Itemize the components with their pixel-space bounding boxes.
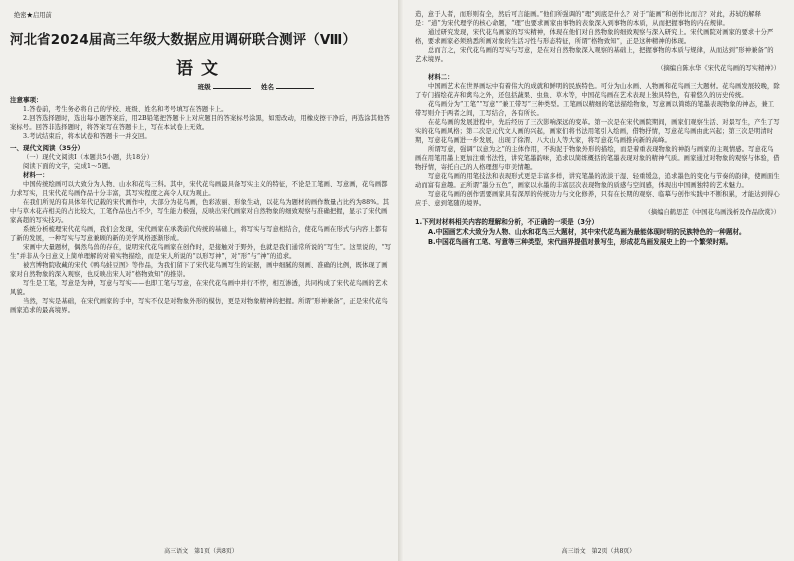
paragraph: 写意花鸟画的用笔技法和表现形式更是丰富多样，讲究笔墨的浓淡干湿、轻重缓急，追求墨色的变化与节奏的韵律，使画面生动而富有意趣。正所谓“墨分五色”，画家以水墨的丰富层次表现物象的质感与空间感，体现出中国画独特的艺术魅力。 <box>415 173 780 189</box>
subject-title: 语文 <box>176 59 226 79</box>
student-fields <box>10 82 392 91</box>
secret-label: 绝密★启用前 <box>14 12 52 19</box>
page-2 <box>403 0 794 561</box>
notice-item: 1.答卷前，考生务必将自己的学校、班级、姓名和考号填写在答题卡上。 <box>23 106 228 113</box>
paragraph: 在我们所见的有具体年代记载的宋代画作中，大部分为花鸟画，色彩浓丽、形象生动，以花鸟为题材的画作数量占比约为88%。其中与草木花卉相关的占比较大，工笔作品也占不少，写生能力极强，反映出宋代画家对自然物象的细致观察与准确把握，显示了宋代画家高超的写实技巧。 <box>10 199 390 224</box>
class-blank <box>213 82 251 89</box>
material-label: 材料一： <box>23 172 49 179</box>
paragraph: 造，意于人者，而形则有全，然后可言能画。”他们所强调的“理”到底是什么？对于“能画”和创作比而言？对此，苏轼的解释是：“道”为宋代理学的核心命题，“理”也要求画家由事物的表象深入到事物的本质，从而把握事物的内在规律。 <box>415 11 762 27</box>
notice-item: 2.回答选择题时，选出每小题答案后，用2B铅笔把答题卡上对应题目的答案标号涂黑，如需改动，用橡皮擦干净后，再选涂其他答案标号。回答非选择题时，将答案写在答题卡上，写在本试卷上无效。 <box>10 115 390 131</box>
source-citation: （摘编自鹤思芷《中国花鸟画浅析及作品欣赏》） <box>644 209 780 216</box>
question-stem: 1.下列对材料相关内容的理解和分析，不正确的一项是（3分） <box>415 218 599 226</box>
paragraph: 宋画中大量题材，偶然鸟兽的存在，说明宋代花鸟画家在创作时，是接触对于野外，也就是我们通常所说的“写生”。这里说的，“写生”并非从今日意义上简单理解的对着实物描绘，而是宋人所说的“以形写神”，对“形”与“神”的追求。 <box>10 244 392 260</box>
section-heading: 一、现代文阅读（35分） <box>10 144 85 152</box>
paragraph: 写意花鸟画的创作需要画家具有深厚的传统功力与文化修养，只有在长期的观察、临摹与创作实践中不断积累，才能达到得心应手、意到笔随的境界。 <box>415 191 780 207</box>
paragraph: 花鸟画分为“工笔”“写意”“兼工带写”三种类型。工笔画以精细的笔法描绘物象，写意画以简练的笔墨表现物象的神态，兼工带写则介于两者之间，工写结合，各有所长。 <box>415 101 775 117</box>
paragraph: 在花鸟画的发展进程中，先后经历了三次影响深远的变革。第一次是在宋代画院期间，画家们观察生活、对景写生，产生了写实的花鸟画风格；第二次是元代文人画的兴起，画家们将书法用笔引入绘画，借物抒情，写意花鸟画由此兴起；第三次是明清时期，写意花鸟画进一步发展，出现了徐渭、八大山人等大家，将写意花鸟画推向新的高峰。 <box>415 119 780 144</box>
exam-title: 河北省2024届高三年级大数据应用调研联合测评（Ⅷ） <box>10 33 357 48</box>
paragraph: 所谓写意，强调“以意为之”的主体作用，不拘泥于物象外形的描绘，而是着重表现物象的神韵与画家的主观情感。写意花鸟画在用笔用墨上更加注重书法性，讲究笔墨韵味，追求以简练概括的笔墨表现对象的精神气质。画家通过对物象的观察与体验，借物抒情，寄托自己的人格理想与审美情趣。 <box>415 146 780 171</box>
page-footer: 高三语文 第1页（共8页） <box>164 548 238 555</box>
notice-item: 3.考试结束后，将本试卷和答题卡一并交回。 <box>23 133 151 140</box>
paragraph: 当然，写实是基础，在宋代画家的手中，写实不仅是对物象外形的模仿，更是对物象精神的把握。所谓“形神兼备”，正是宋代花鸟画家追求的最高境界。 <box>10 298 388 314</box>
paragraph: 总而言之，宋代花鸟画的写实与写意，是在对自然物象深入观察的基础上，把握事物的本质与规律，从而达到“形神兼备”的艺术境界。 <box>415 47 774 63</box>
notice-heading: 注意事项： <box>10 96 43 104</box>
name-label: 姓名 <box>261 83 274 91</box>
subsection-heading: （一）现代文阅读Ⅰ（本题共5小题，共18分） <box>23 154 154 161</box>
page-footer: 高三语文 第2页（共8页） <box>561 548 636 555</box>
paragraph: 中国画艺术在世界画坛中有着伟大的成就和鲜明的民族特色。可分为山水画、人物画和花鸟画三大题材。花鸟画发展较晚，除了专门描绘花卉和禽鸟之外，还包括蔬果、虫鱼、草木等，中国花鸟画在艺术表现上独具特色，有着悠久的历史传统。 <box>415 83 780 99</box>
paragraph: 中国传统绘画可以大致分为人物、山水和花鸟三科。其中，宋代花鸟画最具备写实主义的特征，不论是工笔画、写意画，花鸟画都力求写实，且宋代花鸟画作品十分丰富，其写实程度之高令人叹为观止。 <box>10 181 388 197</box>
paragraph: 写生是工笔，写意是为神，写意与写实——也即工笔与写意，在宋代花鸟画中并行不悖，相互渗透，共同构成了宋代花鸟画的艺术风貌。 <box>10 280 388 296</box>
answer-option-b: B.中国花鸟画有工笔、写意等三种类型，宋代画界提倡对景写生，形成花鸟画发展史上的一个繁荣时期。 <box>428 238 733 246</box>
class-label: 班级 <box>197 83 211 91</box>
paragraph: 系统分析梳理宋代花鸟画，我们会发现，宋代画家在承袭前代传统的基础上，将写实与写意相结合，使花鸟画在形式与内容上都有了新的发展，一种写实与写意兼顾的新的美学风格逐渐形成。 <box>10 226 388 242</box>
source-citation: （摘编自陈水华《宋代花鸟画的写实精神》） <box>657 65 780 72</box>
paragraph: 通过研究发现，宋代花鸟画家的写实精神，体现在他们对自然物象的细致观察与深入研究上。宋代画院对画家的要求十分严格，要求画家必须熟悉所画对象的生活习性与形态特征，所谓“格物致知”，正是这种精神的体现。 <box>415 29 774 45</box>
material-label: 材料二： <box>428 74 454 81</box>
answer-option-a: A.中国画艺术大致分为人物、山水和花鸟三大题材，其中宋代花鸟画为最能体现时明的民族特色的一种题材。 <box>428 228 746 236</box>
reading-instruction: 阅读下面的文字，完成1～5题。 <box>23 163 115 170</box>
name-blank <box>276 82 314 89</box>
paragraph: 被宫博物院收藏的宋代《鸭鸟蛙豆图》等作品，为我们留下了宋代花鸟画写生的证据，画中细腻的刻画、准确的比例，既体现了画家对自然物象的深入观察，也反映出宋人对“格物致知”的推崇。 <box>10 262 388 278</box>
